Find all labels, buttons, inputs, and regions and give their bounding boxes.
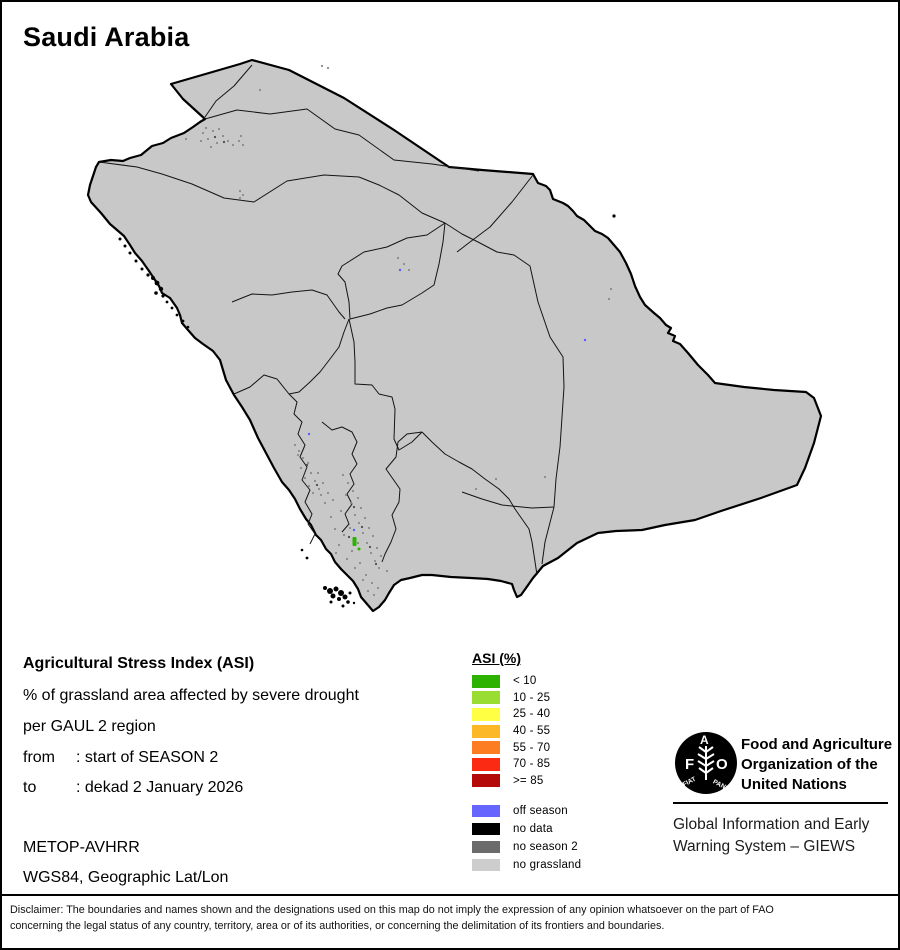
fao-logo-motto-fiat: FIAT [681,775,698,789]
legend-label: >= 85 [513,774,544,787]
to-label: to [23,779,37,796]
legend-swatch-lt10 [472,675,500,688]
asi-subtitle-1: % of grassland area affected by severe drought [23,687,359,704]
legend-label: off season [513,805,568,818]
legend-swatch-10-25 [472,691,500,704]
legend-label: 10 - 25 [513,691,551,704]
legend-label: 40 - 55 [513,725,551,738]
giews-line2: Warning System – GIEWS [673,838,856,855]
disclaimer [10,902,774,934]
legend-row [472,773,622,790]
asi-subtitle-2: per GAUL 2 region [23,718,156,735]
fao-logo-icon [673,728,739,798]
fao-org-name [741,735,892,795]
fao-logo-letter-o: O [716,756,728,773]
legend-row [472,756,622,773]
legend-label: no grassland [513,859,582,872]
disclaimer-line1: Disclaimer: The boundaries and names shown and the designations used on this map do not imply the expression of any opinion whatsoever on the part of FAO [10,904,774,916]
legend-label: < 10 [513,675,537,688]
asi-heading: Agricultural Stress Index (ASI) [23,655,255,672]
fao-org-line2: Organization of the [741,756,878,773]
fao-logo-letter-f: F [685,756,695,773]
legend-swatch-no-season2 [472,841,500,853]
legend-label: no data [513,823,553,836]
legend-row [472,673,622,690]
fao-org-line3: United Nations [741,776,847,793]
legend-label: no season 2 [513,841,578,854]
period-to-row [23,779,243,797]
legend-row [472,856,622,874]
giews-line1: Global Information and Early [673,816,870,833]
fao-org-line1: Food and Agriculture [741,736,893,753]
legend-row [472,802,622,820]
footer-divider [2,894,898,896]
legend-swatch-no-data [472,823,500,835]
page-title: Saudi Arabia [23,22,190,52]
legend-row [472,739,622,756]
legend-swatch-ge85 [472,774,500,787]
legend-row [472,820,622,838]
legend-swatch-off-season [472,805,500,817]
legend-title: ASI (%) [472,650,521,666]
to-value: : dekad 2 January 2026 [76,779,244,796]
country-shape [88,60,821,611]
legend-label: 70 - 85 [513,758,551,771]
projection-name: WGS84, Geographic Lat/Lon [23,869,229,886]
legend-label: 25 - 40 [513,708,551,721]
from-value: : start of SEASON 2 [76,749,219,766]
legend-gap [472,789,622,802]
legend-row [472,706,622,723]
legend-row [472,723,622,740]
legend-label: 55 - 70 [513,741,551,754]
period-from-row [23,749,218,767]
legend-swatch-70-85 [472,758,500,771]
legend-swatch-55-70 [472,741,500,754]
fao-divider [673,802,888,804]
asi-legend [472,650,622,874]
legend-swatch-no-grassland [472,859,500,871]
disclaimer-line2: concerning the legal status of any country, territory, area or of its authorities, or concerning the delimitation of its frontiers and boundaries. [10,920,665,932]
legend-row [472,838,622,856]
fao-logo-motto-panis: PANIS [711,778,732,794]
fao-logo-letter-a: A [700,733,709,747]
giews-name [673,814,869,858]
legend-row [472,690,622,707]
from-label: from [23,749,55,766]
saudi-arabia-map [2,2,898,948]
sensor-name: METOP-AVHRR [23,839,140,856]
legend-swatch-25-40 [472,708,500,721]
legend-swatch-40-55 [472,725,500,738]
